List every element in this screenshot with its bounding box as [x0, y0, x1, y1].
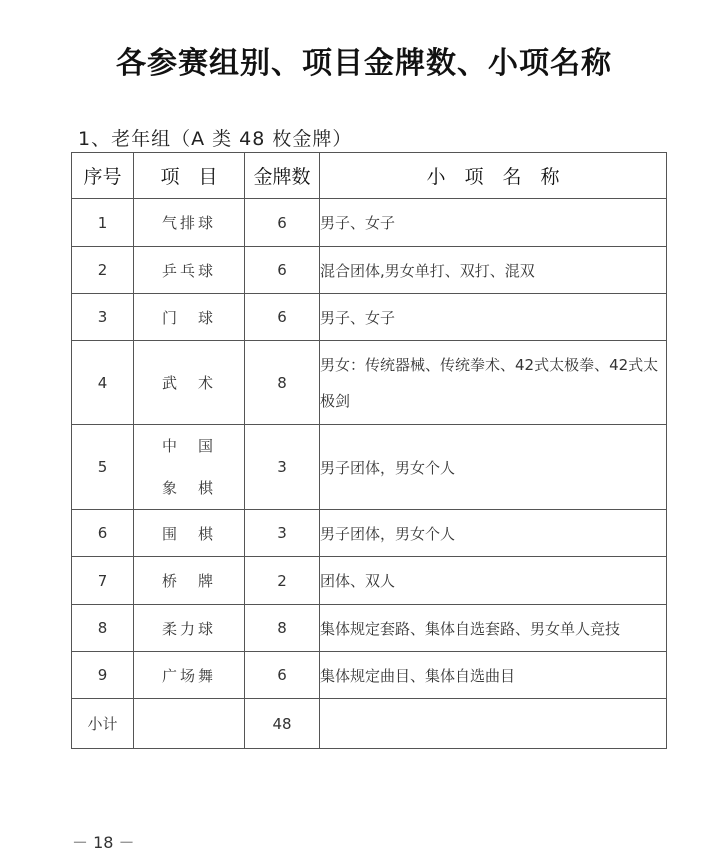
- header-seq: 序号: [72, 153, 134, 199]
- table-row: [72, 652, 667, 699]
- row-medals: 6: [245, 652, 320, 699]
- medal-table: [71, 152, 667, 749]
- row-seq: 3: [72, 294, 134, 341]
- page-number: － 18 －: [72, 833, 135, 852]
- row-medals: 3: [245, 510, 320, 557]
- page-title: 各参赛组别、项目金牌数、小项名称: [116, 46, 612, 81]
- row-seq: 8: [72, 605, 134, 652]
- table-row: [72, 557, 667, 605]
- row-item: 武 术: [134, 341, 245, 425]
- row-medals: 2: [245, 557, 320, 605]
- row-medals: 6: [245, 199, 320, 247]
- row-seq: 7: [72, 557, 134, 605]
- row-item-line: 中 国: [161, 437, 216, 455]
- row-sub-events: 男子、女子: [320, 294, 667, 341]
- row-sub-events: 混合团体,男女单打、双打、混双: [320, 247, 667, 294]
- row-seq: 2: [72, 247, 134, 294]
- row-medals: 6: [245, 294, 320, 341]
- row-item: 门 球: [134, 294, 245, 341]
- header-item: 项 目: [134, 153, 245, 199]
- row-seq: 6: [72, 510, 134, 557]
- total-item-empty: [134, 699, 245, 749]
- row-medals: 3: [245, 425, 320, 510]
- row-item: 广场舞: [134, 652, 245, 699]
- table-header-row: [72, 153, 667, 199]
- total-medals: 48: [245, 699, 320, 749]
- row-medals: 8: [245, 341, 320, 425]
- section-heading: 1、老年组（A 类 48 枚金牌）: [78, 128, 353, 150]
- row-sub-events: 男女：传统器械、传统拳术、42式太极拳、42式太极剑: [320, 341, 667, 425]
- table-row: [72, 199, 667, 247]
- row-sub-events: 集体规定曲目、集体自选曲目: [320, 652, 667, 699]
- row-seq: 9: [72, 652, 134, 699]
- table-row: [72, 294, 667, 341]
- row-item: 乒乓球: [134, 247, 245, 294]
- row-item: 气排球: [134, 199, 245, 247]
- table-row: [72, 605, 667, 652]
- table-row: [72, 247, 667, 294]
- row-item: 桥 牌: [134, 557, 245, 605]
- row-item-line: 象 棋: [161, 479, 216, 497]
- table-total-row: [72, 699, 667, 749]
- header-medals: 金牌数: [245, 153, 320, 199]
- row-seq: 4: [72, 341, 134, 425]
- row-seq: 5: [72, 425, 134, 510]
- row-seq: 1: [72, 199, 134, 247]
- total-label: 小计: [72, 699, 134, 749]
- table-row: [72, 425, 667, 510]
- row-medals: 6: [245, 247, 320, 294]
- row-sub-events: 团体、双人: [320, 557, 667, 605]
- row-sub-events: 集体规定套路、集体自选套路、男女单人竞技: [320, 605, 667, 652]
- row-medals: 8: [245, 605, 320, 652]
- row-sub-events: 男子团体，男女个人: [320, 510, 667, 557]
- row-item: 围 棋: [134, 510, 245, 557]
- total-sub-empty: [320, 699, 667, 749]
- row-item: 柔力球: [134, 605, 245, 652]
- table-row: [72, 510, 667, 557]
- table-row: [72, 341, 667, 425]
- row-sub-events: 男子团体，男女个人: [320, 425, 667, 510]
- row-item: [134, 425, 245, 510]
- header-sub-events: 小 项 名 称: [320, 153, 667, 199]
- row-sub-events: 男子、女子: [320, 199, 667, 247]
